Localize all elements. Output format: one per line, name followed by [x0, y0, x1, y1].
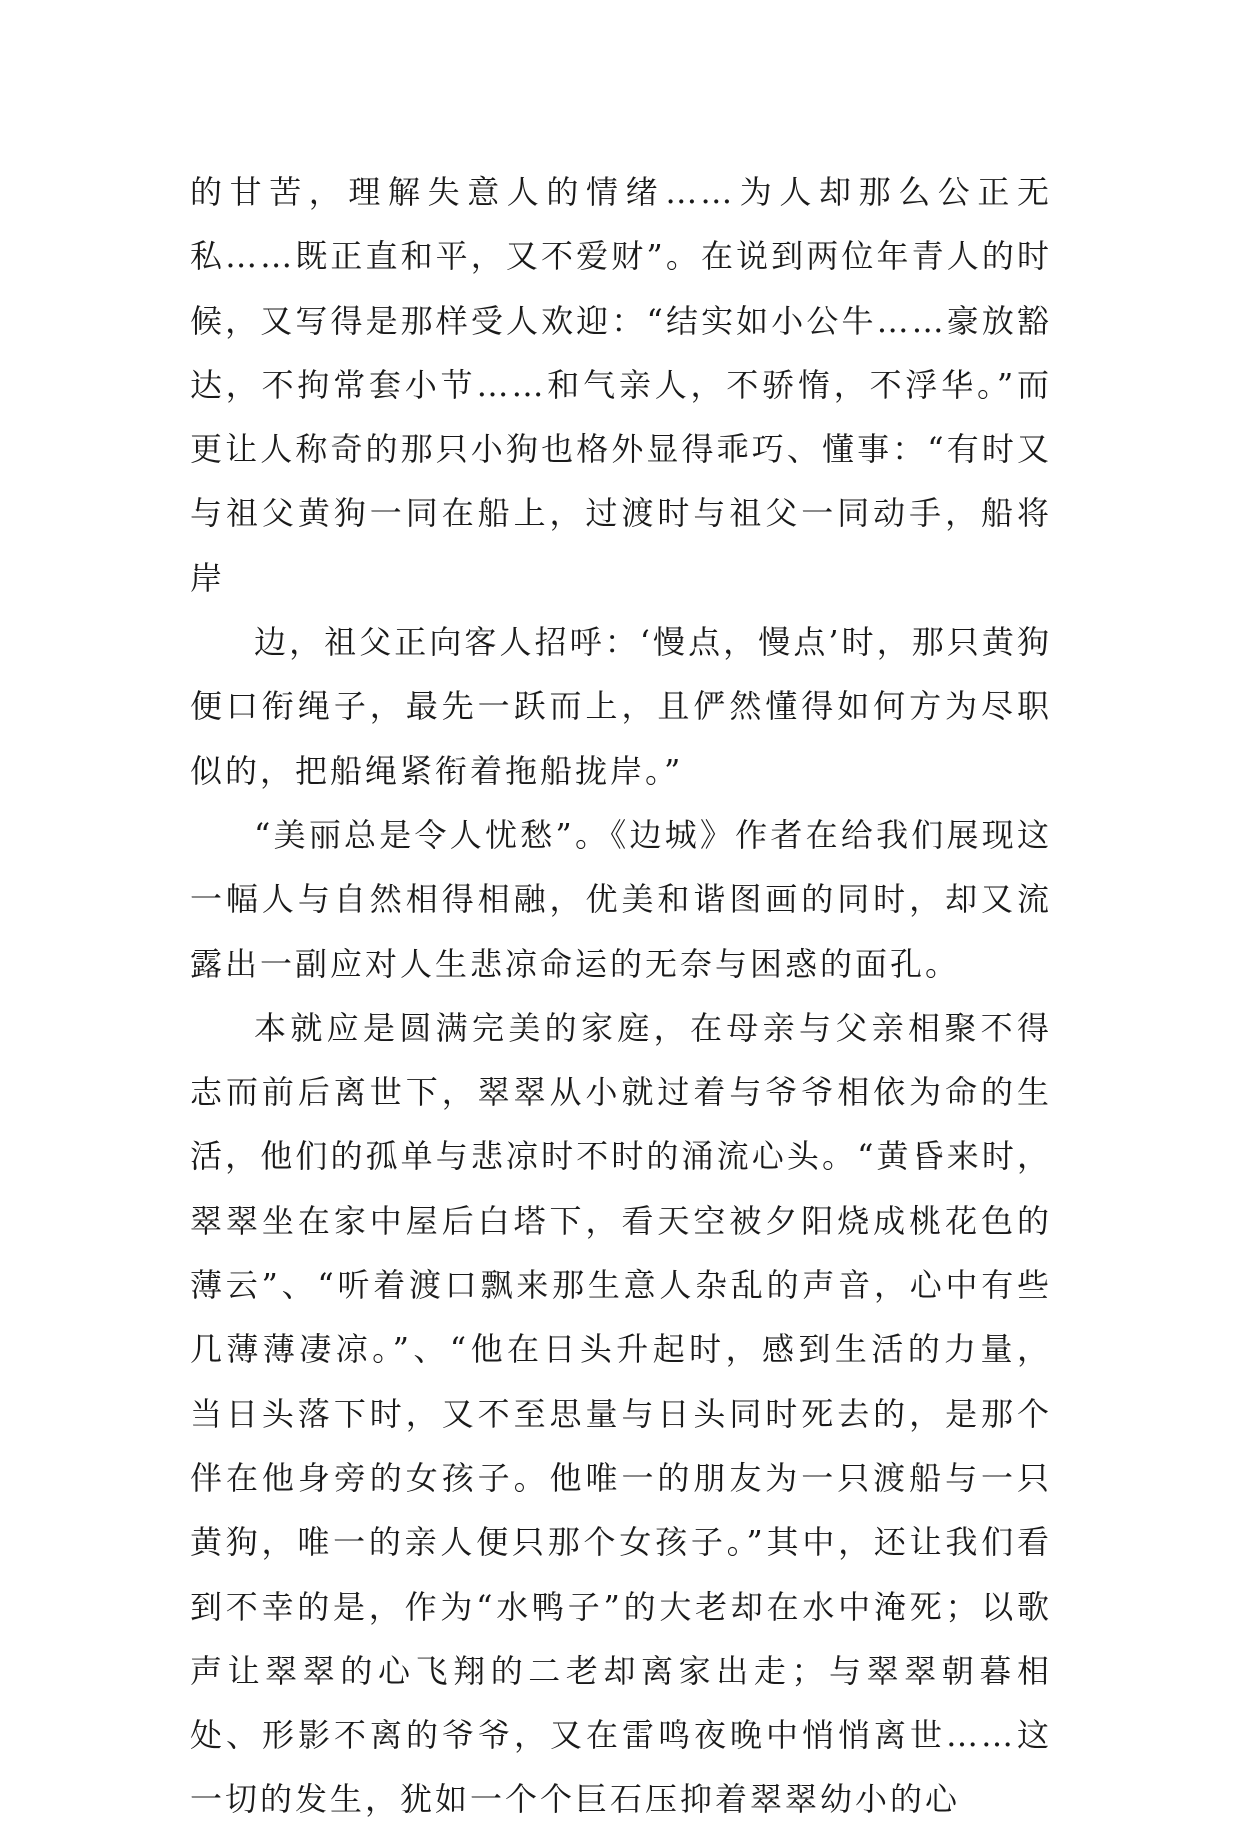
paragraph-4: 本就应是圆满完美的家庭，在母亲与父亲相聚不得志而前后离世下，翠翠从小就过着与爷爷相依为命的生活，他们的孤单与悲凉时不时的涌流心头。“黄昏来时，翠翠坐在家中屋后白塔下，看天空被夕阳烧成桃花色的薄云”、“听着渡口飘来那生意人杂乱的声音，心中有些几薄薄凄凉。”、“他在日头升起时，感到生活的力量，当日头落下时，又不至思量与日头同时死去的，是那个伴在他身旁的女孩子。他唯一的朋友为一只渡船与一只黄狗，唯一的亲人便只那个女孩子。”其中，还让我们看到不幸的是，作为“水鸭子”的大老却在水中淹死；以歌声让翠翠的心飞翔的二老却离家出走；与翠翠朝暮相处、形影不离的爷爷，又在雷鸣夜晚中悄悄离世……这一切的发生，犹如一个个巨石压抑着翠翠幼小的心	[190, 1008, 1052, 1819]
paragraph-1: 的甘苦，理解失意人的情绪……为人却那么公正无私……既正直和平，又不爱财”。在说到两位年青人的时候，又写得是那样受人欢迎：“结实如小公牛……豪放豁达，不拘常套小节……和气亲人，不骄惰，不浮华。”而更让人称奇的那只小狗也格外显得乖巧、懂事：“有时又与祖父黄狗一同在船上，过渡时与祖父一同动手，船将岸	[190, 173, 1052, 597]
paragraph-3: “美丽总是令人忧愁”。《边城》作者在给我们展现这一幅人与自然相得相融，优美和谐图画的同时，却又流露出一副应对人生悲凉命运的无奈与困惑的面孔。	[190, 815, 1052, 983]
paragraph-2: 边，祖父正向客人招呼：‘慢点，慢点’时，那只黄狗便口衔绳子，最先一跃而上，且俨然懂得如何方为尽职似的，把船绳紧衔着拖船拢岸。”	[190, 623, 1052, 790]
body-text	[190, 160, 1052, 1832]
